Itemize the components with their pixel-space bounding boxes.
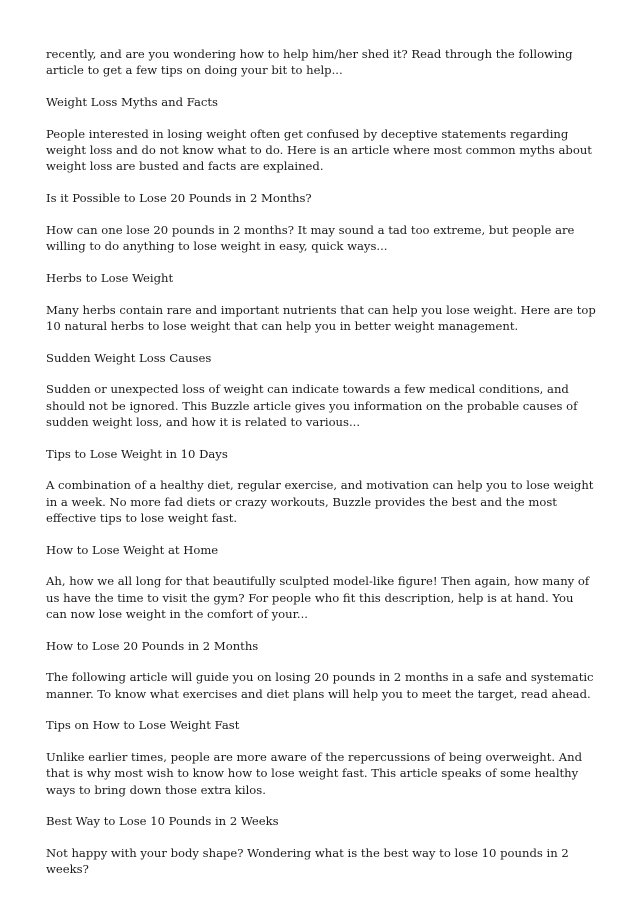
article-entry-4 [46,350,596,430]
article-summary: Not happy with your body shape? Wondering what is the best way to lose 10 pounds in 2 weeks? [46,846,569,877]
article-summary: People interested in losing weight often get confused by deceptive statements regarding weight loss and do not know what to do. Here is an article where most common myths about weight loss are busted and facts are explained. [46,126,592,174]
article-summary: Sudden or unexpected loss of weight can indicate towards a few medical conditions, and should not be ignored. This Buzzle article gives you information on the probable causes of sudden weight loss, and how it is related to various... [46,382,578,429]
article-entry-9 [46,813,596,877]
article-entry-7 [46,638,596,702]
article-title: How to Lose 20 Pounds in 2 Months [46,638,259,653]
article-title: Is it Possible to Lose 20 Pounds in 2 Months? [46,191,312,205]
article-entry-8 [46,717,596,797]
article-title: How to Lose Weight at Home [46,542,219,557]
article-summary: Unlike earlier times, people are more aware of the repercussions of being overweight. And that is why most wish to know how to lose weight fast. This article speaks of some healthy ways to bring down those extra kilos. [46,750,583,797]
article-title: Sudden Weight Loss Causes [46,350,212,365]
article-title: Tips to Lose Weight in 10 Days [46,446,228,461]
article-entry-2 [46,190,596,254]
article-entry-5 [46,446,596,526]
intro-paragraph: recently, and are you wondering how to help him/her shed it? Read through the following article to get a few tips on doing your bit to help... [46,47,573,78]
article-summary: How can one lose 20 pounds in 2 months? It may sound a tad too extreme, but people are willing to do anything to lose weight in easy, quick ways... [46,222,575,253]
article-summary: A combination of a healthy diet, regular exercise, and motivation can help you to lose weight in a week. No more fad diets or crazy workouts, Buzzle provides the best and the most effective tips to lose weight fast. [46,478,594,525]
article-summary: The following article will guide you on losing 20 pounds in 2 months in a safe and systematic manner. To know what exercises and diet plans will help you to meet the target, read ahead. [46,670,594,701]
document-page [46,46,596,893]
article-entry-1 [46,94,596,174]
article-summary: Ah, how we all long for that beautifully sculpted model-like figure! Then again, how many of us have the time to visit the gym? For people who fit this description, help is at hand. You can now lose weight in the comfort of your... [46,574,590,621]
article-title: Herbs to Lose Weight [46,270,174,285]
article-entry-3 [46,270,596,334]
article-title: Tips on How to Lose Weight Fast [46,718,240,733]
article-summary: Many herbs contain rare and important nutrients that can help you lose weight. Here are top 10 natural herbs to lose weight that can help you in better weight management. [46,302,596,333]
article-title: Best Way to Lose 10 Pounds in 2 Weeks [46,814,279,829]
article-title: Weight Loss Myths and Facts [46,95,218,109]
article-entry-6 [46,542,596,622]
